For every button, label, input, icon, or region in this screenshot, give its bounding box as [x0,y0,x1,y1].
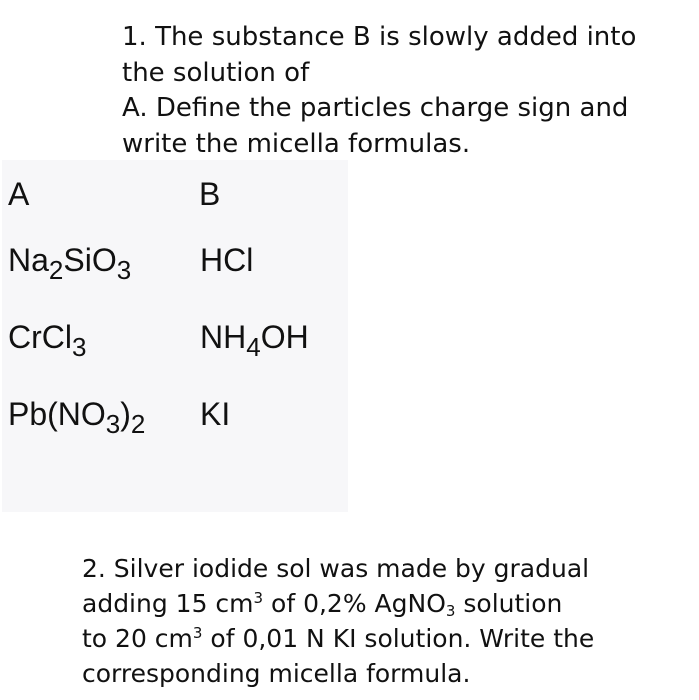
question-1-line: the solution of [122,57,310,88]
reagents-table [2,160,348,512]
question-2 [82,551,682,691]
formula-a-row1: $Na_2SiO_3$ [8,242,132,285]
formula-b-row3: KI [200,396,231,432]
question-1 [122,20,692,162]
question-2-line: to 20 $cm^3$ of 0,01 N KI solution. Write the [82,624,595,653]
question-2-line: 2. Silver iodide sol was made by gradual [82,554,590,583]
formula-b-row2: $NH_4OH$ [200,319,309,362]
question-1-line: 1. The substance B is slowly added into [122,22,637,52]
question-2-line: corresponding micella formula. [82,659,471,688]
formula-a-row3: $Pb(NO_3)_2$ [8,396,146,439]
question-1-line: write the micella formulas. [122,128,471,159]
formula-b-row1: HCl [200,242,254,278]
column-header-b: B [199,176,221,212]
question-2-line: adding 15 $cm^3$ of 0,2% AgNO$_3$ solution [82,589,563,620]
column-header-a: A [8,176,30,212]
formula-a-row2: CrCl$_3$ [8,319,87,362]
question-1-line: A. Define the particles charge sign and [122,93,629,123]
